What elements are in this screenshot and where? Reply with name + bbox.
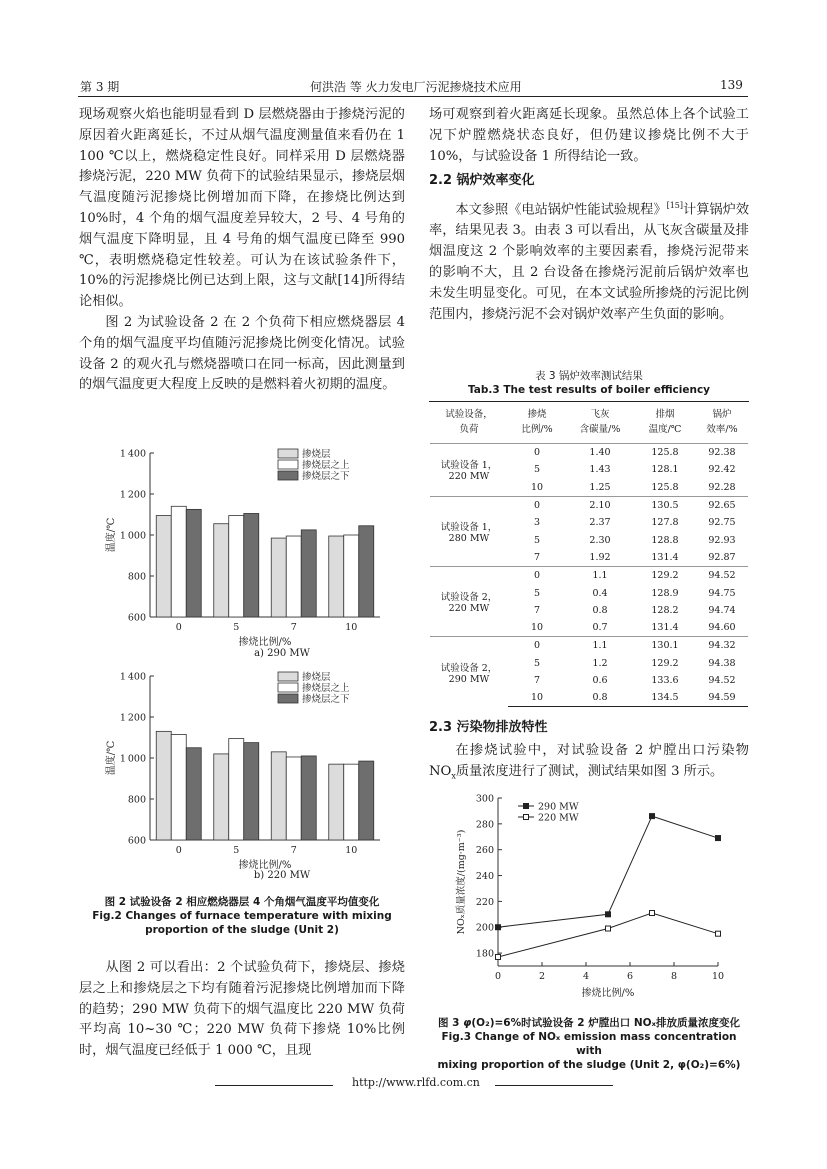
table-cell: 130.5 — [634, 496, 696, 514]
y-axis-label: 温度/℃ — [106, 517, 117, 553]
bar — [359, 761, 374, 840]
footer-rule-right — [495, 1085, 613, 1086]
table-cell: 129.2 — [634, 567, 696, 585]
table-cell: 0.8 — [566, 689, 634, 707]
table-cell: 92.87 — [708, 551, 736, 563]
table-cell: 94.75 — [708, 587, 736, 599]
bar — [301, 756, 316, 840]
table3-top-rule — [429, 401, 749, 402]
table-group-label-text: 试验设备 1， — [440, 460, 498, 472]
table-group-label-text: 290 MW — [448, 673, 490, 685]
table-cell: 3 — [533, 517, 541, 529]
legend-swatch — [278, 672, 298, 681]
table-header-text: 掺烧 — [527, 409, 547, 420]
table-cell: 1.1 — [566, 567, 634, 585]
table-cell: 94.59 — [696, 689, 748, 707]
bar — [186, 509, 201, 617]
table-cell: 133.6 — [651, 675, 679, 686]
table-cell: 2.37 — [589, 517, 611, 529]
series-line — [498, 816, 718, 927]
y-tick-label: 1 200 — [119, 712, 146, 724]
y-tick-label: 1 000 — [119, 530, 146, 542]
data-point — [650, 814, 655, 819]
table-cell: 0 — [508, 496, 566, 514]
table-header-text: 负荷 — [459, 424, 479, 435]
data-point — [496, 954, 501, 959]
footer-rule-left — [215, 1085, 333, 1086]
table-cell: 94.32 — [696, 637, 748, 655]
table-cell: 0 — [508, 567, 566, 585]
table-cell: 94.38 — [708, 657, 736, 669]
table-header-text: 比例/% — [521, 424, 553, 435]
y-tick-label: 1 200 — [119, 489, 146, 501]
y-tick-label: 260 — [475, 845, 494, 857]
data-point — [716, 931, 721, 936]
y-tick-label: 600 — [127, 835, 146, 847]
table-cell: 1.2 — [592, 657, 608, 669]
bar — [156, 731, 171, 840]
fig2-caption-cn: 图 2 试验设备 2 相应燃烧器层 4 个角烟气温度平均值变化 — [104, 896, 380, 908]
bar — [244, 513, 259, 617]
legend-marker — [524, 815, 529, 820]
table-cell: 0.8 — [592, 604, 608, 616]
footer-url: http://www.rlfd.com.cn — [352, 1076, 480, 1089]
legend-label: 290 MW — [538, 801, 579, 813]
table-header-text: 效率/% — [706, 424, 738, 435]
x-tick-label: 10 — [345, 845, 358, 856]
table-cell: 1.43 — [589, 464, 611, 476]
table-cell: 128.1 — [651, 464, 679, 476]
bar — [344, 764, 359, 840]
table-cell: 5 — [533, 464, 541, 476]
table-group-label-text: 试验设备 2， — [440, 662, 498, 674]
table-cell: 94.74 — [708, 604, 736, 616]
y-tick-label: 300 — [475, 793, 494, 805]
series-line — [498, 913, 718, 957]
paragraph: 现场观察火焰也能明显看到 D 层燃烧器由于掺烧污泥的原因着火距离延长，不过从烟气温度测量值来看仍在 1 100 ℃以上，燃烧稳定性良好。同样采用 D 层燃烧器掺烧污泥，220 MW 负荷下的试验结果显示，掺烧层烟气温度随污泥掺烧比例增加而下降，在掺烧比例达到 10%时，4 个角的烟气温度差异较大，2 号、4 号角的烟气温度下降明显，且 4 号角的烟气温度已降至 990 ℃，表明燃烧稳定性较差。可认为在该试验条件下，10%的污泥掺烧比例已达到上限，这与文献[14]所得结论相似。 — [79, 107, 405, 310]
y-axis-label: NOₓ质量浓度/(mg·m⁻³) — [456, 829, 467, 935]
x-tick-label: 6 — [626, 971, 634, 982]
table-cell: 10 — [508, 689, 566, 707]
bar — [244, 743, 259, 840]
left-column-top — [79, 105, 405, 396]
x-axis-label: 掺烧比例/% — [238, 860, 292, 871]
legend-label: 掺烧层之下 — [302, 694, 350, 705]
section-heading-2-3: 2.3 污染物排放特性 — [429, 720, 548, 735]
x-tick-label: 8 — [670, 971, 678, 982]
table-header-text: 含碳量/% — [579, 424, 621, 435]
data-point — [606, 926, 611, 931]
table-header-text: 试验设备， — [445, 409, 493, 420]
bar — [286, 757, 301, 840]
y-tick-label: 220 — [475, 896, 494, 908]
fig2a-subtitle: a) 290 MW — [254, 648, 310, 659]
table-cell: 92.28 — [708, 481, 736, 493]
table-cell: 1.1 — [566, 637, 634, 655]
bar — [271, 538, 286, 617]
legend-label: 掺烧层之上 — [302, 683, 350, 694]
table-cell: 7 — [533, 604, 541, 616]
y-tick-label: 1 400 — [119, 448, 146, 460]
table-group-label — [430, 496, 508, 566]
table-cell: 94.52 — [696, 567, 748, 585]
bar — [271, 752, 286, 840]
bar — [229, 739, 244, 840]
legend-label: 掺烧层之上 — [302, 460, 350, 471]
y-tick-label: 280 — [475, 819, 494, 831]
x-tick-label: 7 — [290, 622, 297, 633]
table-row — [430, 496, 748, 514]
bar — [171, 734, 186, 840]
fig2b-chart — [100, 668, 400, 886]
table-cell: 1.92 — [589, 551, 611, 563]
data-point — [716, 836, 721, 841]
bar — [286, 536, 301, 617]
paragraph: 在掺烧试验中，对试验设备 2 炉膛出口污染物 $NO_x$质量浓度进行了测试，测试结果如图 3 所示。 — [429, 743, 749, 781]
legend-swatch — [278, 683, 298, 692]
table-cell: 10 — [530, 481, 544, 493]
table3 — [430, 403, 748, 707]
legend-swatch — [278, 694, 298, 703]
legend-marker — [524, 804, 529, 809]
citation: [15] — [666, 201, 684, 211]
fig3-chart — [450, 790, 740, 1008]
table-row — [430, 567, 748, 585]
table-group-label-text: 试验设备 1， — [440, 521, 498, 533]
bar — [214, 524, 229, 617]
table-group-label — [430, 567, 508, 637]
table-cell: 125.8 — [634, 444, 696, 462]
bar — [329, 764, 344, 840]
y-tick-label: 1 400 — [119, 671, 146, 683]
fig3-caption-en-1: Fig.3 Change of NOₓ emission mass concentration with — [441, 1031, 737, 1057]
legend-swatch — [278, 471, 298, 480]
table-cell: 128.8 — [651, 534, 679, 546]
table-group-label-text: 220 MW — [448, 471, 490, 483]
bar — [229, 516, 244, 617]
table-cell: 2.10 — [566, 496, 634, 514]
fig2-caption-en-2: proportion of the sludge (Unit 2) — [145, 924, 339, 936]
x-tick-label: 10 — [711, 971, 725, 982]
legend-swatch — [278, 460, 298, 469]
y-tick-label: 600 — [127, 612, 146, 624]
table-cell: 131.4 — [651, 551, 679, 563]
legend-label: 220 MW — [538, 812, 579, 824]
table-cell: 127.8 — [651, 517, 679, 529]
table-cell: 7 — [533, 675, 541, 686]
table-group-label-text: 280 MW — [448, 532, 490, 544]
table3-caption-cn: 表 3 锅炉效率测试结果 — [535, 370, 643, 382]
right-column-mid — [429, 741, 749, 787]
legend-label: 掺烧层 — [302, 449, 331, 460]
table3-caption-en: Tab.3 The test results of boiler efficiency — [467, 384, 711, 396]
table-row — [430, 444, 748, 462]
table-header-text: 温度/℃ — [648, 424, 682, 435]
table-cell: 134.5 — [634, 689, 696, 707]
x-tick-label: 0 — [494, 971, 502, 982]
legend-label: 掺烧层 — [302, 672, 331, 683]
table-cell: 92.75 — [708, 517, 736, 529]
x-axis-label: 掺烧比例/% — [581, 988, 635, 999]
paragraph: 本文参照《电站锅炉性能试验规程》[15]计算锅炉效率，结果见表 3。由表 3 可以看出，从飞灰含碳量及排烟温度这 2 个影响效率的主要因素看，掺烧污泥带来的影响不大，且 2 台设备在掺烧污泥前后锅炉效率也未发生明显变化。可见，在本文试验所掺烧的污泥比例范围内，掺烧污泥不会对锅炉效率产生负面的影响。 — [429, 201, 750, 322]
right-column-top — [429, 105, 749, 325]
bar — [329, 536, 344, 617]
bar — [214, 754, 229, 840]
table-cell: 5 — [533, 657, 541, 669]
table-header-cell — [430, 403, 508, 444]
table-group-label — [430, 637, 508, 707]
table-group-label — [430, 444, 508, 497]
paragraph: 图 2 为试验设备 2 在 2 个负荷下相应燃烧器层 4 个角的烟气温度平均值随污泥掺烧比例变化情况。试验设备 2 的观火孔与燃烧器喷口在同一标高，因此测量到的烟气温度更大程度上反映的是燃料着火初期的温度。 — [79, 314, 405, 393]
paragraph: 场可观察到着火距离延长现象。虽然总体上各个试验工况下炉膛燃烧状态良好，但仍建议掺烧比例不大于 10%，与试验设备 1 所得结论一致。 — [429, 107, 749, 164]
x-axis-label: 掺烧比例/% — [238, 637, 292, 648]
table-cell: 0 — [508, 637, 566, 655]
table-cell: 92.42 — [708, 464, 736, 476]
fig2b-subtitle: b) 220 MW — [253, 870, 311, 881]
x-tick-label: 4 — [582, 971, 590, 982]
bar — [359, 526, 374, 617]
y-tick-label: 240 — [475, 871, 494, 883]
table-cell: 128.2 — [651, 604, 679, 616]
table-cell: 0.6 — [592, 675, 608, 686]
table-cell: 5 — [533, 587, 541, 599]
fig2a-chart — [100, 445, 400, 663]
table-cell: 7 — [533, 551, 541, 563]
table-cell: 1.25 — [589, 481, 611, 493]
legend-swatch — [278, 449, 298, 458]
data-point — [496, 925, 501, 930]
table-row — [430, 637, 748, 655]
table3-caption — [429, 369, 749, 397]
table-cell: 0.4 — [592, 587, 608, 599]
table-cell: 131.4 — [651, 622, 679, 634]
y-tick-label: 800 — [127, 571, 146, 583]
table-group-label-text: 220 MW — [448, 603, 490, 615]
table-cell: 10 — [530, 622, 544, 634]
page-number: 139 — [720, 78, 743, 92]
x-tick-label: 0 — [175, 845, 182, 856]
data-point — [606, 912, 611, 917]
table-cell: 92.93 — [708, 534, 736, 546]
left-column-bottom — [79, 958, 405, 1062]
x-tick-label: 0 — [175, 622, 182, 633]
table-cell: 125.8 — [651, 481, 679, 493]
x-tick-label: 5 — [233, 845, 240, 856]
x-tick-label: 7 — [290, 845, 297, 856]
bar — [156, 516, 171, 617]
fig2-caption — [79, 895, 405, 937]
fig3-caption-en-2: mixing proportion of the sludge (Unit 2, φ(O₂)=6%) — [437, 1059, 741, 1071]
table-cell: 92.65 — [696, 496, 748, 514]
x-tick-label: 10 — [345, 622, 358, 633]
x-tick-label: 2 — [538, 971, 546, 982]
table-header-cell — [634, 403, 696, 444]
table-cell: 128.9 — [651, 587, 679, 599]
bar — [186, 748, 201, 840]
table-cell: 130.1 — [634, 637, 696, 655]
y-tick-label: 180 — [475, 948, 494, 960]
fig2-caption-en-1: Fig.2 Changes of furnace temperature with mixing — [92, 910, 392, 922]
y-tick-label: 1 000 — [119, 753, 146, 765]
table-cell: 0 — [508, 444, 566, 462]
table-cell: 5 — [533, 534, 541, 546]
paragraph: 从图 2 可以看出：2 个试验负荷下，掺烧层、掺烧层之上和掺烧层之下均有随着污泥掺烧比例增加而下降的趋势；290 MW 负荷下的烟气温度比 220 MW 负荷平均高 10~30 ℃；220 MW 负荷下掺烧 10%比例时，烟气温度已经低于 1 000 ℃，且现 — [79, 960, 405, 1059]
header-rule — [78, 96, 748, 97]
table-cell: 2.30 — [589, 534, 611, 546]
y-axis-label: 温度/℃ — [106, 740, 117, 776]
fig3-caption: 图 3 φ(O₂)=6%时试验设备 2 炉膛出口 NOₓ排放质量浓度变化 Fig.3 Change of NOₓ emission mass concentration with mixing proportion of the sludge (Unit 2, φ(O₂)=6%) — [437, 1017, 741, 1071]
table-header-text: 排烟 — [655, 409, 675, 420]
table-cell: 94.52 — [708, 675, 736, 686]
bar — [344, 535, 359, 617]
bar — [171, 506, 186, 617]
table-cell: 92.38 — [696, 444, 748, 462]
running-header-issue: 第 3 期 — [80, 80, 120, 94]
table-group-label-text: 试验设备 2， — [440, 592, 498, 604]
data-point — [650, 911, 655, 916]
table-header-text: 锅炉 — [712, 409, 732, 420]
section-heading-2-2: 2.2 锅炉效率变化 — [429, 173, 535, 189]
legend-label: 掺烧层之下 — [302, 471, 350, 482]
x-tick-label: 5 — [233, 622, 240, 633]
y-tick-label: 200 — [475, 922, 494, 934]
table-header-text: 飞灰 — [590, 409, 610, 420]
table-header-cell — [566, 403, 634, 444]
table-cell: 0.7 — [592, 622, 608, 634]
running-header-title: 何洪浩 等 火力发电厂污泥掺烧技术应用 — [310, 80, 522, 94]
table-header-cell — [696, 403, 748, 444]
table-cell: 1.40 — [566, 444, 634, 462]
table-header-cell — [508, 403, 566, 444]
table-cell: 94.60 — [708, 622, 736, 634]
table-cell: 129.2 — [651, 657, 679, 669]
bar — [301, 530, 316, 617]
y-tick-label: 800 — [127, 794, 146, 806]
